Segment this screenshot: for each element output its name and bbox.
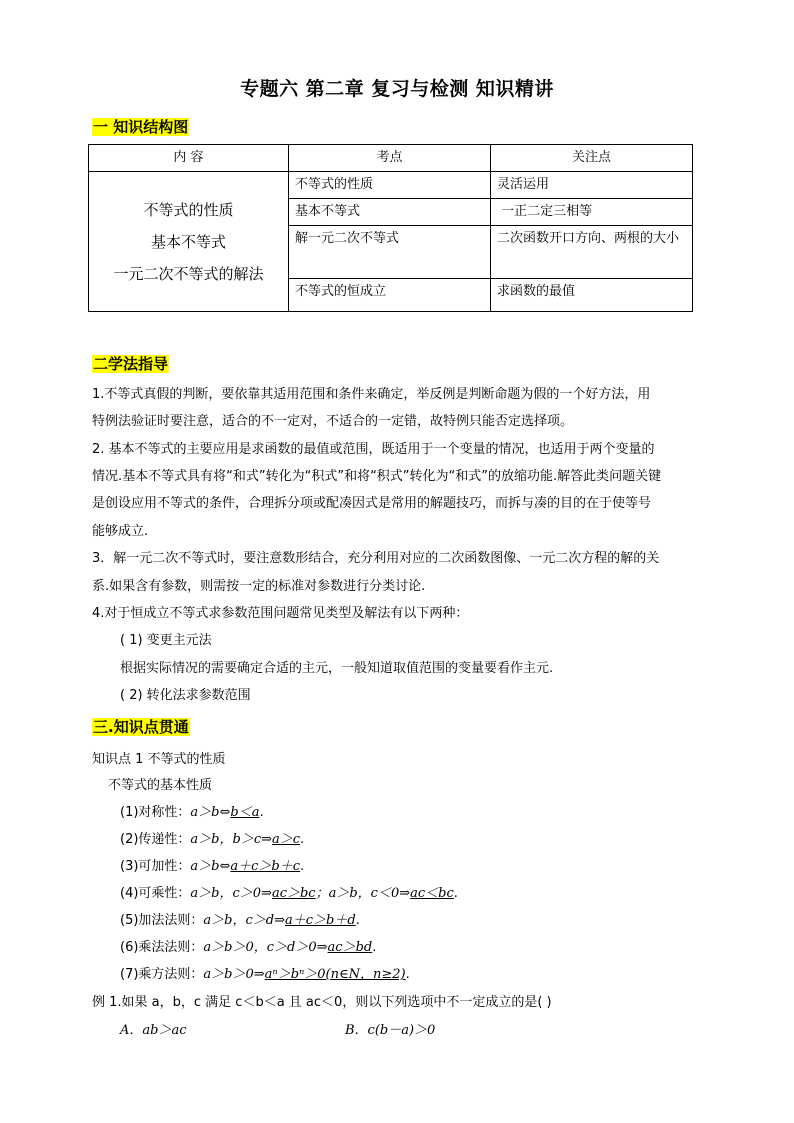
answer: aⁿ＞bⁿ＞0(n∈N，n≥2) [264,967,406,982]
answer: ac＜bc [410,886,454,901]
kaodian-cell: 基本不等式 [289,199,491,226]
paragraph-line: 能够成立. [92,524,149,539]
paragraph-line: 系.如果含有参数，则需按一定的标准对参数进行分类讨论. [92,579,426,594]
property-line: (4)可乘性：a＞b，c＞0⇒ac＞bc；a＞b，c＜0⇒ac＜bc. [120,886,458,901]
paragraph-line: 情况.基本不等式具有将“和式”转化为“积式”和将“积式”转化为“和式”的放缩功能.解答此类问题关键 [92,469,662,484]
section3-heading: 三.知识点贯通 [93,718,189,736]
example-question: 例 1.如果 a，b，c 满足 c＜b＜a 且 ac＜0，则以下列选项中不一定成立的是( ) [92,995,552,1010]
paragraph-line: 1.不等式真假的判断，要依靠其适用范围和条件来确定，举反例是判断命题为假的一个好方法，用 [92,387,651,402]
paragraph-line: 2. 基本不等式的主要应用是求函数的最值或范围，既适用于一个变量的情况，也适用于两个变量的 [92,442,655,457]
knowledge-point-sub: 不等式的基本性质 [108,778,213,793]
table-header: 内 容 [89,145,289,172]
method-1: ( 1) 变更主元法 [120,633,212,648]
content-cell [89,172,289,312]
page-title: 专题六 第二章 复习与检测 知识精讲 [240,78,554,100]
option-b: B．c(b－a)＞0 [345,1023,436,1038]
kaodian-cell: 不等式的性质 [289,172,491,199]
knowledge-point-title: 知识点 1 不等式的性质 [92,752,226,767]
content-line: 基本不等式 [150,232,226,251]
property-line: (2)传递性：a＞b，b＞c⇒a＞c. [120,832,305,847]
paragraph-line: 是创设应用不等式的条件，合理拆分项或配凑因式是常用的解题技巧，而拆与凑的目的在于使等号 [92,496,652,511]
table-header: 关注点 [491,145,693,172]
property-line: (3)可加性：a＞b⇔a＋c＞b＋c. [120,859,305,874]
guanzhu-cell: 一正二定三相等 [491,199,693,226]
answer: ac＞bc [271,886,316,901]
property-line: (1)对称性：a＞b⇔b＜a. [120,805,264,820]
kaodian-cell: 解一元二次不等式 [289,226,491,279]
answer: ac＞bd [327,940,373,955]
table-header-row [89,145,693,172]
option-a: A．ab＞ac [120,1023,187,1038]
table-row [89,172,693,199]
property-line: (7)乘方法则：a＞b＞0⇒aⁿ＞bⁿ＞0(n∈N，n≥2). [120,967,410,982]
method-2: ( 2) 转化法求参数范围 [120,688,251,703]
guanzhu-cell: 求函数的最值 [491,279,693,312]
answer: a＋c＞b＋c [230,859,301,874]
method-1-desc: 根据实际情况的需要确定合适的主元，一般知道取值范围的变量要看作主元. [120,661,554,676]
section2-heading: 二学法指导 [93,355,169,373]
guanzhu-cell: 灵活运用 [491,172,693,199]
kaodian-cell: 不等式的恒成立 [289,279,491,312]
paragraph-line: 3．解一元二次不等式时，要注意数形结合，充分利用对应的二次函数图像、一元二次方程的解的关 [92,551,660,566]
paragraph-line: 4.对于恒成立不等式求参数范围问题常见类型及解法有以下两种： [92,606,469,621]
answer: a＋c＞b＋d [285,913,356,928]
paragraph-line: 特例法验证时要注意，适合的不一定对，不适合的一定错，故特例只能否定选择项。 [92,414,574,429]
section1-heading: 一 知识结构图 [93,118,189,136]
property-line: (6)乘法法则：a＞b＞0，c＞d＞0⇒ac＞bd. [120,940,377,955]
answer: a＞c [272,832,301,847]
table-header: 考点 [289,145,491,172]
property-line: (5)加法法则：a＞b，c＞d⇒a＋c＞b＋d. [120,913,360,928]
content-line: 一元二次不等式的解法 [113,264,264,283]
guanzhu-cell: 二次函数开口方向、两根的大小 [491,226,693,279]
knowledge-table [88,144,693,312]
content-line: 不等式的性质 [143,200,234,219]
answer: b＜a [230,805,260,820]
